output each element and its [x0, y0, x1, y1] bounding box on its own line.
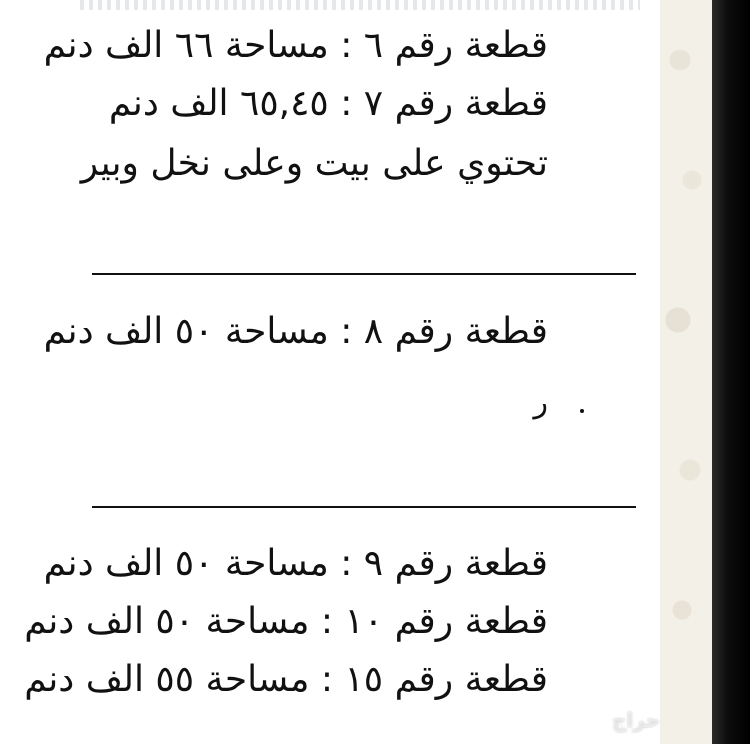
plot-6-line: قطعة رقم ٦ : مساحة ٦٦ الف دنم	[43, 25, 548, 66]
plot-7-details-line: تحتوي على بيت وعلى نخل وبير	[80, 143, 548, 184]
plot-7-line: قطعة رقم ٧ : ٦٥,٤٥ الف دنم	[108, 83, 548, 124]
stray-character: ر	[533, 385, 548, 420]
haraj-watermark: حراج	[612, 708, 661, 732]
chat-wallpaper	[660, 0, 712, 744]
plot-8-line: قطعة رقم ٨ : مساحة ٥٠ الف دنم	[43, 311, 548, 352]
plot-15-line: قطعة رقم ١٥ : مساحة ٥٥ الف دنم	[24, 659, 548, 700]
screen-edge	[712, 0, 750, 744]
separator-line	[92, 506, 634, 508]
separator-dash	[628, 273, 636, 275]
plot-10-line: قطعة رقم ١٠ : مساحة ٥٠ الف دنم	[24, 601, 548, 642]
plot-9-line: قطعة رقم ٩ : مساحة ٥٠ الف دنم	[43, 543, 548, 584]
separator-dash	[628, 506, 636, 508]
separator-line	[92, 273, 634, 275]
stray-dot	[580, 409, 584, 413]
previous-message-edge	[80, 0, 640, 10]
